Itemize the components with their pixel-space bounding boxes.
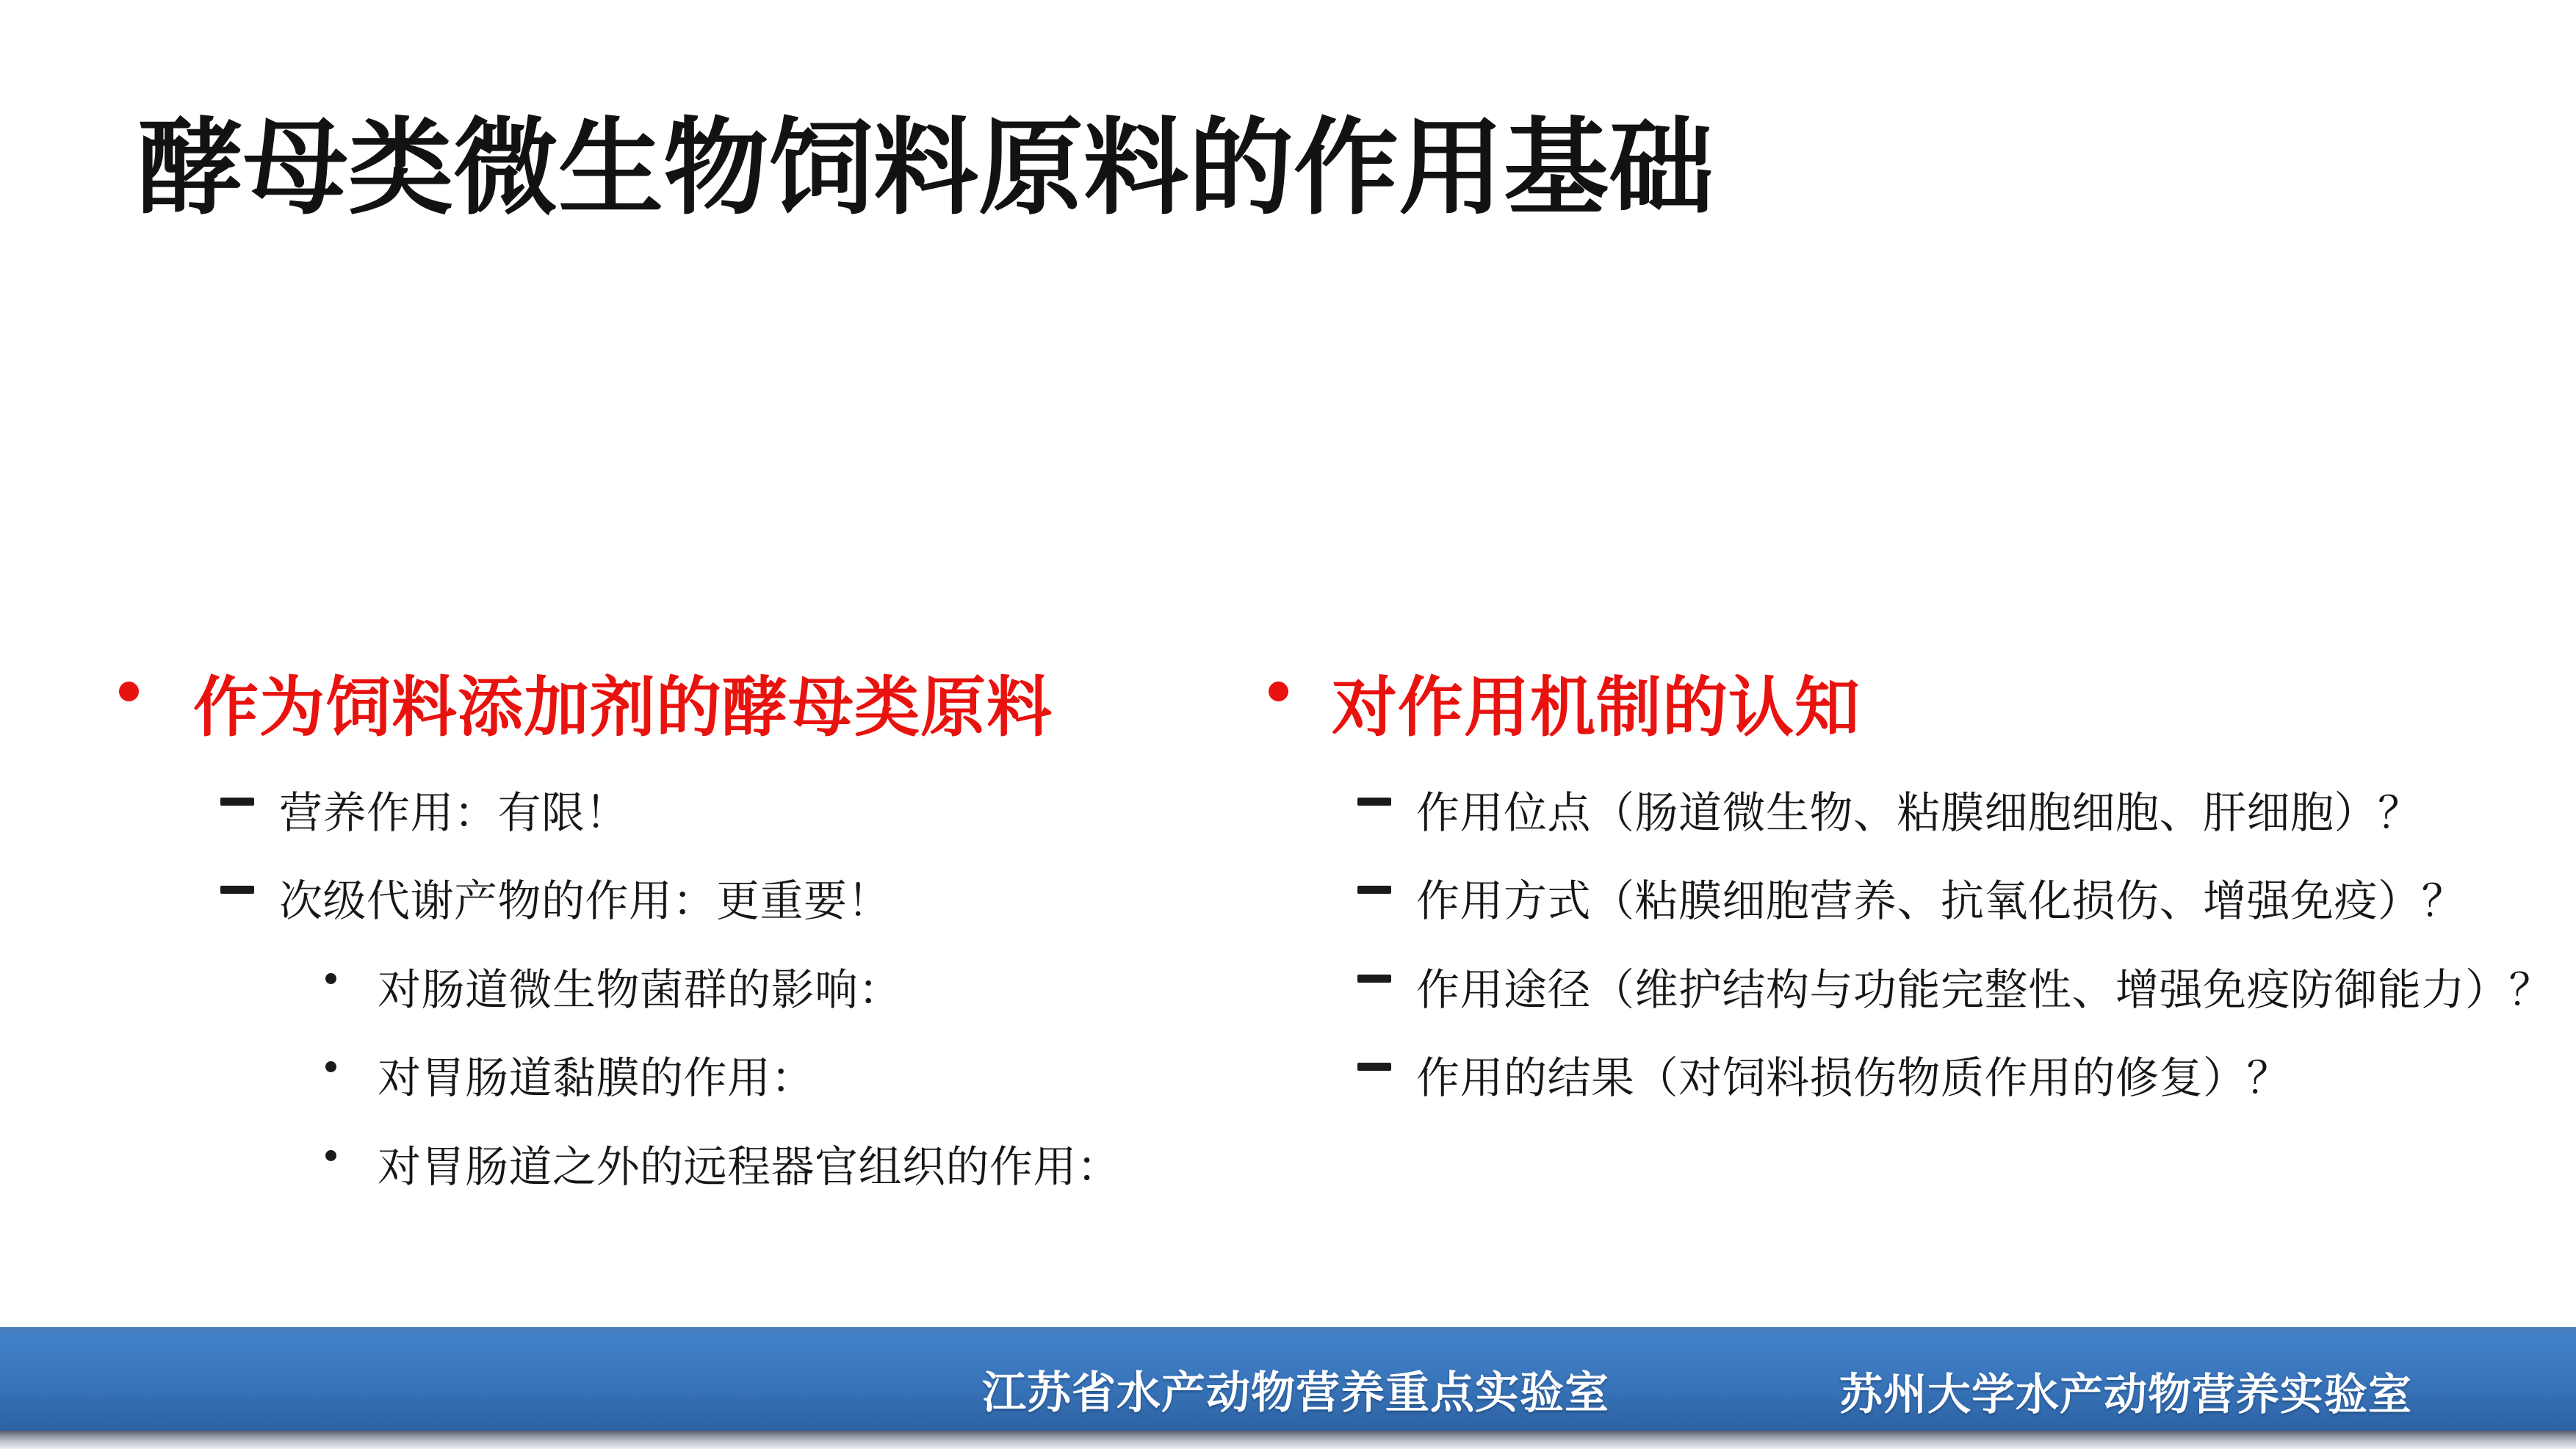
- bullet-dot-icon: [325, 1150, 336, 1161]
- list-item: 作用位点（肠道微生物、粘膜细胞细胞、肝细胞）？: [1416, 789, 2422, 837]
- watermark: [2267, 1324, 2576, 1449]
- right-column-heading: 对作用机制的认知: [1332, 671, 1861, 744]
- footer-bar-bottom-edge: [0, 1431, 2576, 1449]
- footer-lab-right: 苏州大学水产动物营养实验室: [1839, 1370, 2413, 1419]
- dash-marker-icon: [1357, 886, 1391, 894]
- list-item: 对胃肠道黏膜的作用：: [378, 1054, 815, 1102]
- list-item: 对胃肠道之外的远程器官组织的作用：: [378, 1143, 1121, 1191]
- list-item: 营养作用：有限！: [279, 789, 629, 837]
- dash-marker-icon: [220, 886, 254, 894]
- dash-marker-icon: [1357, 798, 1391, 806]
- list-item: 作用方式（粘膜细胞营养、抗氧化损伤、增强免疫）？: [1416, 877, 2466, 925]
- footer-lab-left: 江苏省水产动物营养重点实验室: [982, 1368, 1609, 1417]
- bullet-dot-icon: [325, 1061, 336, 1072]
- dash-marker-icon: [220, 798, 254, 806]
- list-item: 作用的结果（对饲料损伤物质作用的修复）？: [1416, 1054, 2291, 1102]
- bullet-dot-icon: [325, 973, 336, 984]
- left-column-heading: 作为饲料添加剂的酵母类原料: [193, 671, 1053, 744]
- slide-title: 酵母类微生物饲料原料的作用基础: [138, 110, 1714, 227]
- bullet-dot-icon: [1269, 682, 1288, 701]
- dash-marker-icon: [1357, 1063, 1391, 1071]
- list-item: 对肠道微生物菌群的影响：: [378, 966, 903, 1014]
- list-item: 作用途径（维护结构与功能完整性、增强免疫防御能力）？: [1416, 966, 2553, 1014]
- bullet-dot-icon: [119, 682, 139, 701]
- list-item: 次级代谢产物的作用：更重要！: [279, 877, 892, 925]
- dash-marker-icon: [1357, 975, 1391, 983]
